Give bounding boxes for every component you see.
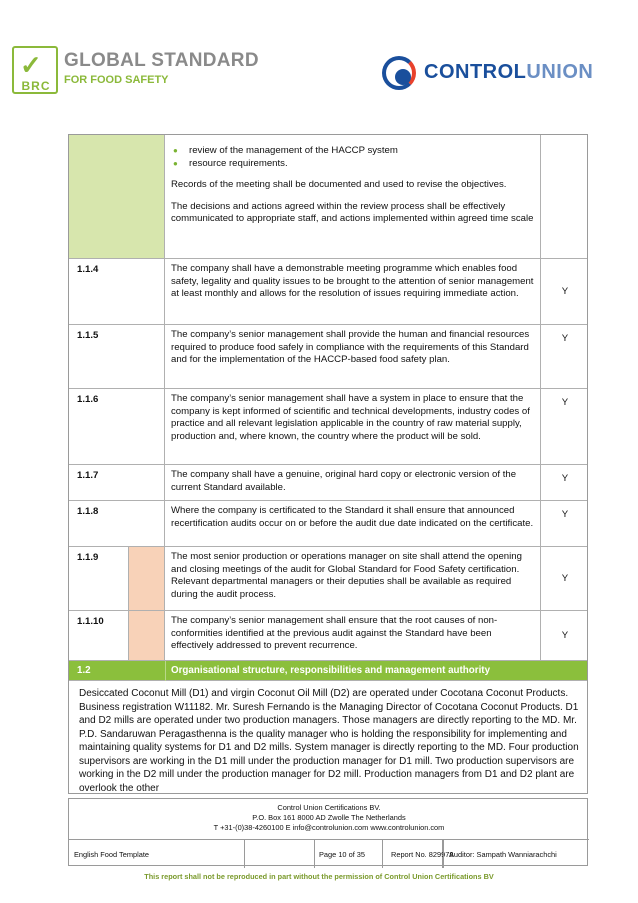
requirement-text: The company’s senior management shall ensure that the root causes of non-conformities identified at the previous audit against the Standard have been effectively addressed to prevent recurrence. <box>165 611 541 660</box>
brc-subtitle: FOR FOOD SAFETY <box>64 74 169 86</box>
requirement-paragraph: Records of the meeting shall be documented and used to revise the objectives. <box>171 179 507 190</box>
section-body-text: Desiccated Coconut Mill (D1) and virgin Coconut Oil Mill (D2) are operated under Cocotana Coconut Products. Business registration W11182. Mr. Suresh Fernando is the Managing Director of Cocotana Coconut Products. D1 and D2 mills are operated under two production managers. Those managers are directly reporting to the MD. Mr. P.D. Sandaruwan Peragasthenna is the quality manager who is holding the responsibility for implementing and maintaining quality systems for D1 and D2 mills. System manager is directly reporting to the MD. Four production supervisors are working in the D1 mill under the production manager for D1 mill. Two production supervisors are working in the D2 mill under the production manager for D2 mill. Production managers from D1 and D2 plant are overlook the other <box>79 688 579 794</box>
footer-disclaimer: This report shall not be reproduced in part without the permission of Control Union Certifications BV <box>144 872 494 881</box>
requirement-text: Where the company is certificated to the Standard it shall ensure that announced recertification audits occur on or before the audit due date indicated on the certificate. <box>165 501 541 546</box>
clause-number: 1.1.4 <box>77 264 99 275</box>
page-footer <box>68 798 588 866</box>
footer-report-number: Report No. 829978 <box>391 849 454 859</box>
requirement-text: The most senior production or operations manager on site shall attend the opening and closing meetings of the audit for Global Standard for Food Safety certification. Relevant departmental managers or their deputies shall be available as required during the audit process. <box>165 547 541 610</box>
table-row <box>69 465 588 501</box>
table-row <box>69 259 588 325</box>
table-row <box>69 501 588 547</box>
requirement-text: The company shall have a genuine, original hard copy or electronic version of the current Standard available. <box>165 465 541 500</box>
clause-number: 1.1.7 <box>77 470 99 481</box>
result-cell: Y <box>561 397 569 408</box>
clause-number: 1.1.6 <box>77 394 99 405</box>
clause-number-cell <box>69 135 165 258</box>
result-cell: Y <box>561 333 569 344</box>
footer-auditor: Auditor: Sampath Wanniarachchi <box>443 840 589 868</box>
requirement-text: The company shall have a demonstrable meeting programme which enables food safety, legality and quality issues to be brought to the attention of senior management at least monthly and allows for the resolution of issues requiring immediate action. <box>165 259 541 324</box>
table-row <box>69 611 588 661</box>
footer-address-block <box>69 803 589 833</box>
footer-address: P.O. Box 161 8000 AD Zwolle The Netherlands <box>252 813 406 822</box>
footer-contact: T +31-(0)38-4260100 E info@controlunion.com www.controlunion.com <box>213 823 445 832</box>
requirement-paragraph: The decisions and actions agreed within the review process shall be effectively communicated to appropriate staff, and actions implemented within agreed time scale <box>171 200 534 224</box>
table-row <box>69 389 588 465</box>
list-item: ● resource requirements. <box>171 158 534 171</box>
brc-badge-text: BRC <box>21 79 51 93</box>
result-cell: Y <box>561 286 569 297</box>
section-title: Organisational structure, responsibilities and management authority <box>171 665 491 676</box>
requirement-text-cell <box>165 135 541 258</box>
brc-title: GLOBAL STANDARD <box>64 50 259 71</box>
brc-badge <box>12 46 58 94</box>
footer-template: English Food Template <box>69 840 245 868</box>
rating-cell <box>129 611 165 660</box>
table-row <box>69 325 588 389</box>
requirement-text: The company’s senior management shall have a system in place to ensure that the company is kept informed of scientific and technical developments, industry codes of practice and all relevant legislation applicable in the country of raw material supply, production and, where known, the country where the product will be sold. <box>165 389 541 464</box>
control-union-wordmark: CONTROLUNION <box>424 61 594 83</box>
result-cell: Y <box>561 630 569 641</box>
result-cell: Y <box>561 509 569 520</box>
table-row <box>69 135 588 259</box>
result-cell: Y <box>561 573 569 584</box>
clause-number: 1.1.5 <box>77 330 99 341</box>
footer-company: Control Union Certifications BV. <box>277 803 381 812</box>
table-row <box>69 547 588 611</box>
section-header <box>69 661 588 681</box>
control-union-ring-icon <box>382 56 416 90</box>
section-number: 1.2 <box>77 665 91 676</box>
requirement-text: The company’s senior management shall provide the human and financial resources required to produce food safely in compliance with the requirements of this Standard and for the implementation of the HACCP-based food safety plan. <box>165 325 541 388</box>
control-union-logo <box>382 56 617 90</box>
list-item: ● review of the management of the HACCP system <box>171 145 534 158</box>
clause-number: 1.1.8 <box>77 506 99 517</box>
result-cell: Y <box>561 473 569 484</box>
clause-number: 1.1.10 <box>77 616 104 627</box>
requirements-table <box>68 134 588 794</box>
checkmark-icon: ✓ <box>20 50 42 80</box>
result-cell <box>541 135 588 258</box>
brc-global-standard-logo <box>12 46 259 96</box>
clause-number: 1.1.9 <box>77 552 99 563</box>
footer-info-row <box>69 839 589 867</box>
footer-page-number: Page 10 of 35 <box>315 840 383 868</box>
rating-cell <box>129 547 165 610</box>
